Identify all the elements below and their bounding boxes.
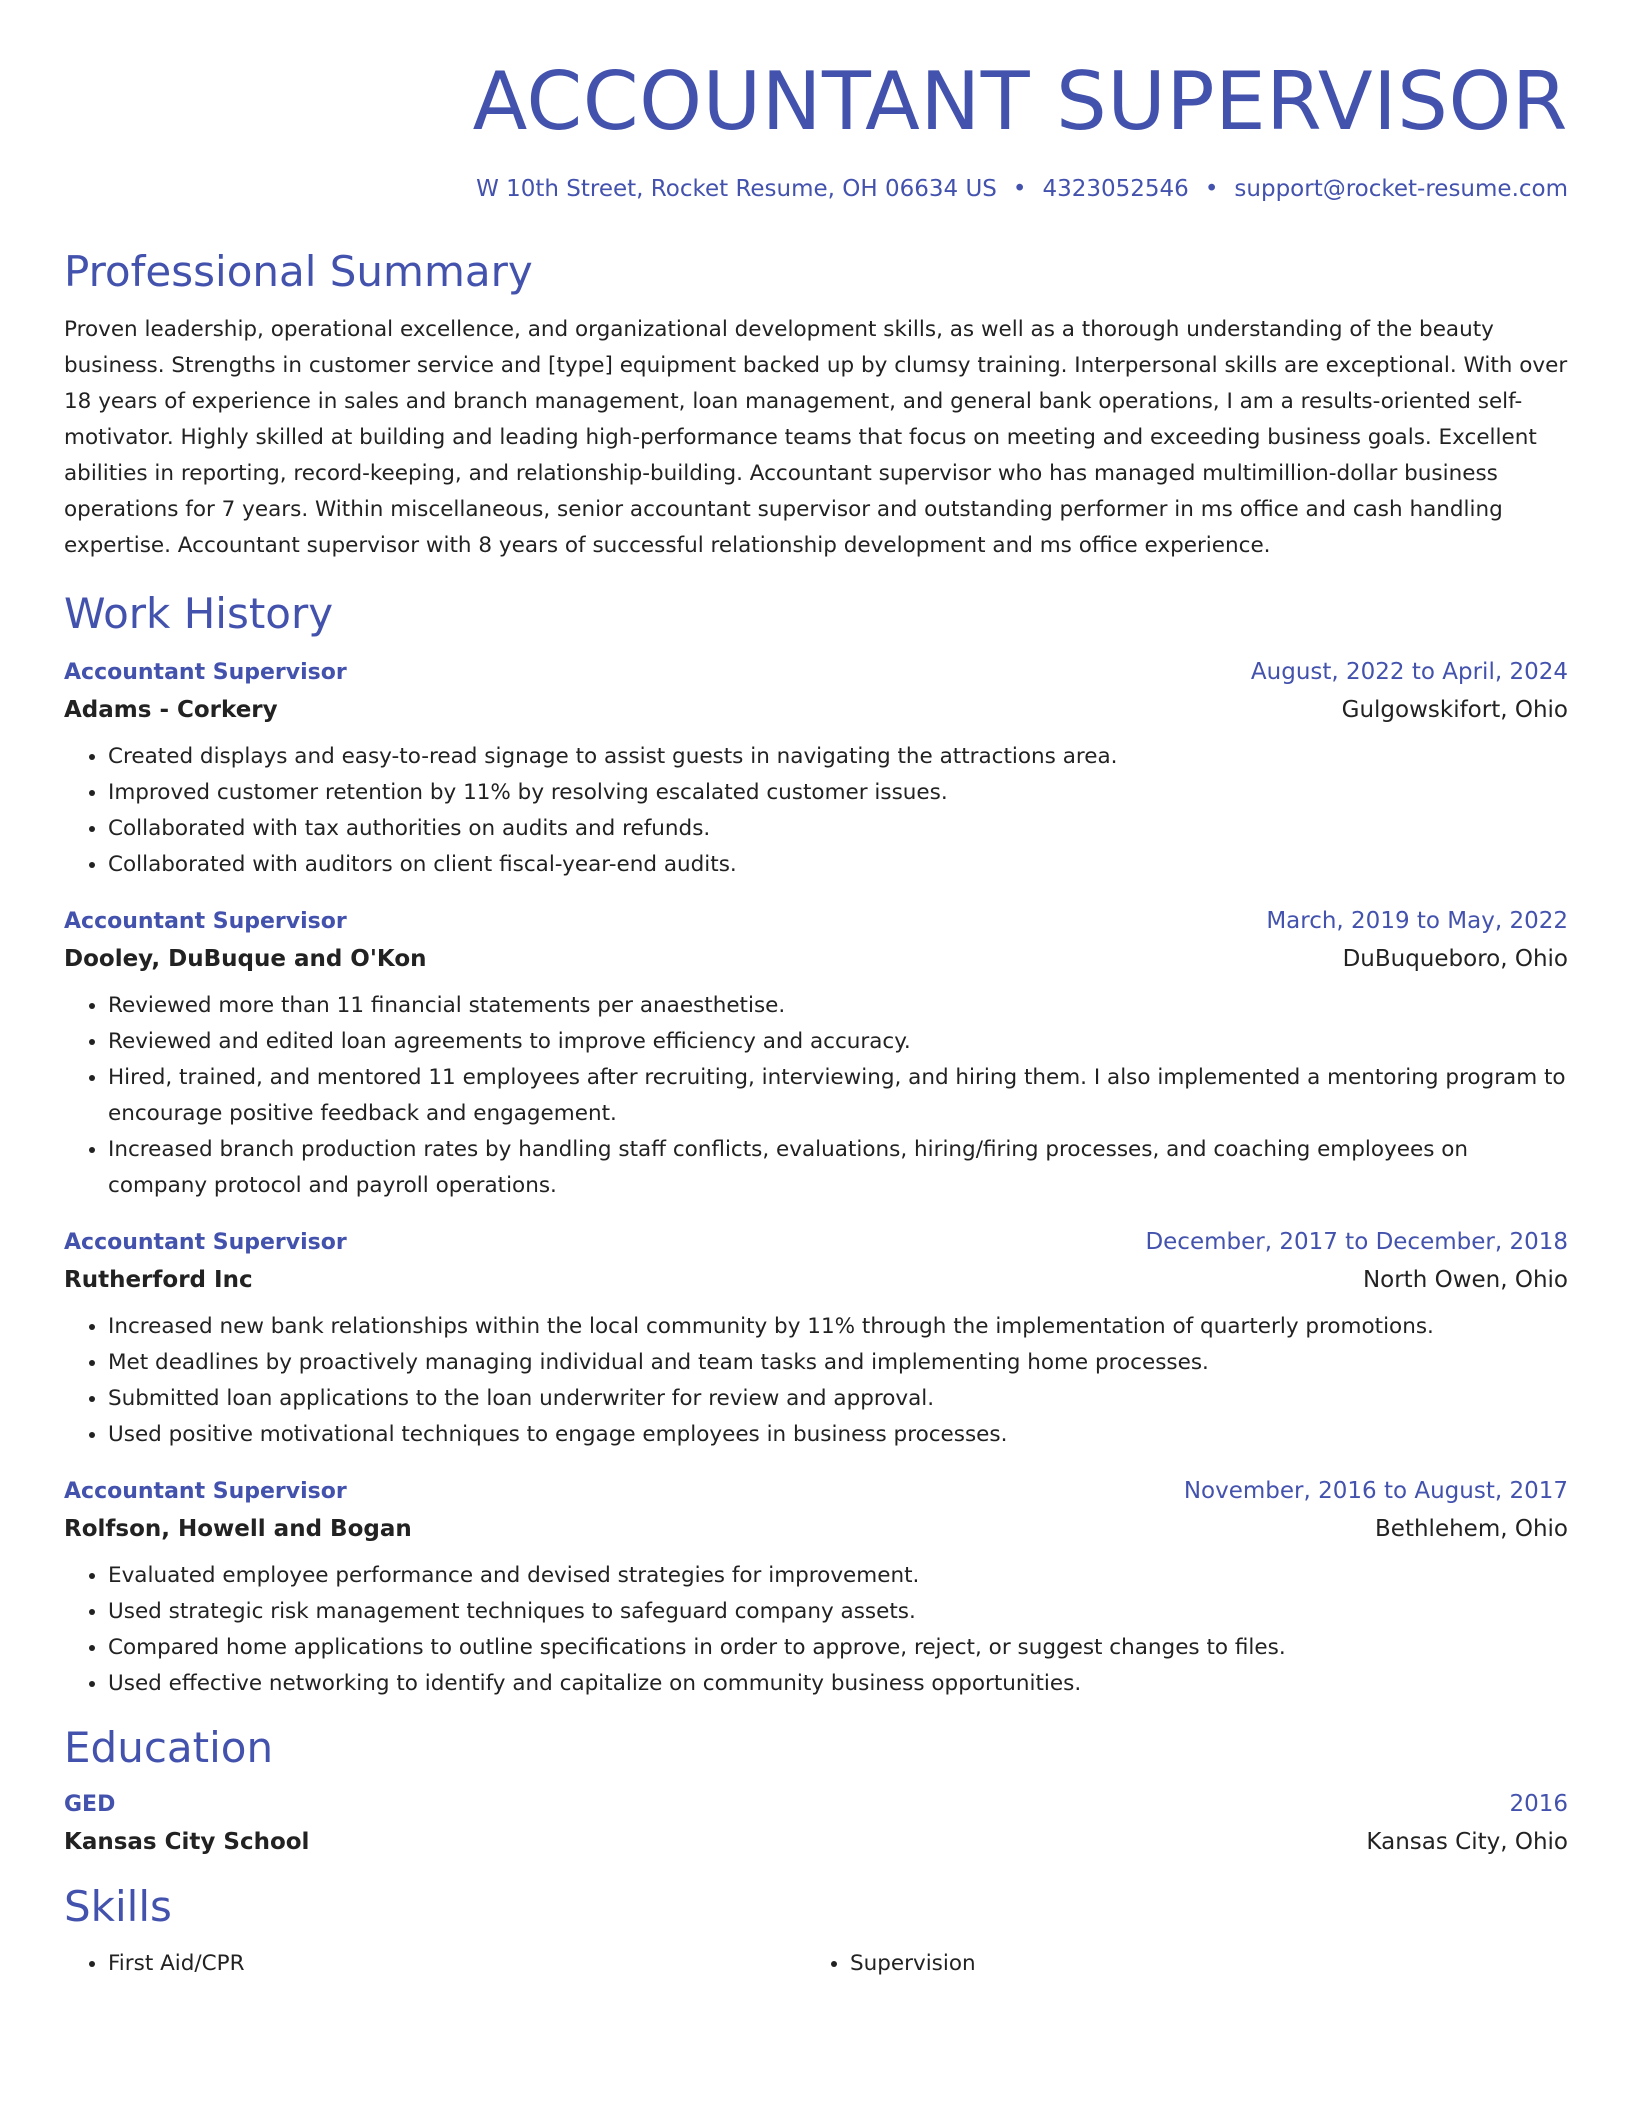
job-title: Accountant Supervisor: [64, 660, 347, 686]
job-entry: [64, 654, 1568, 883]
job-dates: August, 2022 to April, 2024: [1250, 659, 1568, 686]
skills-column-left: [64, 1946, 806, 1982]
education-location: Kansas City, Ohio: [1366, 1829, 1568, 1856]
job-location: Bethlehem, Ohio: [1375, 1516, 1568, 1543]
education-year: 2016: [1509, 1791, 1568, 1818]
job-company: Adams - Corkery: [64, 697, 278, 724]
skill-item: • Supervision: [850, 1946, 1548, 1982]
contact-separator: •: [1204, 176, 1219, 202]
education-school: Kansas City School: [64, 1829, 310, 1856]
work-history-heading: Work History: [64, 588, 334, 638]
skills-column-right: [806, 1946, 1548, 1982]
job-company: Rolfson, Howell and Bogan: [64, 1516, 412, 1543]
job-bullet: • Increased branch production rates by handling staff conflicts, evaluations, hiring/firing processes, and coaching employees on company protocol and payroll operations.: [108, 1132, 1568, 1204]
job-bullet: • Used strategic risk management techniques to safeguard company assets.: [108, 1594, 1568, 1630]
education-heading: Education: [64, 1723, 274, 1773]
job-bullets: [64, 1309, 1568, 1453]
job-bullet: • Used effective networking to identify and capitalize on community business opportunities.: [108, 1666, 1568, 1702]
summary-heading: Professional Summary: [64, 246, 533, 296]
job-bullet: • Evaluated employee performance and devised strategies for improvement.: [108, 1558, 1568, 1594]
skill-item: • First Aid/CPR: [108, 1946, 806, 1982]
job-dates: November, 2016 to August, 2017: [1183, 1478, 1568, 1505]
education-entry: [64, 1786, 1568, 1861]
job-bullet: • Collaborated with tax authorities on audits and refunds.: [108, 811, 1568, 847]
contact-line: [64, 176, 1568, 204]
job-location: Gulgowskifort, Ohio: [1341, 697, 1568, 724]
job-location: DuBuqueboro, Ohio: [1342, 946, 1568, 973]
job-bullets: [64, 988, 1568, 1204]
contact-separator: •: [1012, 176, 1027, 202]
job-location: North Owen, Ohio: [1362, 1267, 1568, 1294]
job-entry: [64, 903, 1568, 1204]
job-bullet: • Compared home applications to outline specifications in order to approve, reject, or suggest changes to files.: [108, 1630, 1568, 1666]
contact-email: support@rocket-resume.com: [1234, 176, 1568, 202]
resume-page: [64, 0, 1568, 2112]
summary-text: Proven leadership, operational excellence, and organizational development skills, as well as a thorough understanding of the beauty business. Strengths in customer service and [type] equipment backed up by clumsy training. Interpersonal skills are exceptional. With over 18 years of experience in sales and branch management, loan management, and general bank operations, I am a results-oriented self-motivator. Highly skilled at building and leading high-performance teams that focus on meeting and exceeding business goals. Excellent abilities in reporting, record-keeping, and relationship-building. Accountant supervisor who has managed multimillion-dollar business operations for 7 years. Within miscellaneous, senior accountant supervisor and outstanding performer in ms office and cash handling expertise. Accountant supervisor with 8 years of successful relationship development and ms office experience.: [64, 316, 1568, 558]
job-bullets: [64, 1558, 1568, 1702]
job-bullet: • Improved customer retention by 11% by resolving escalated customer issues.: [108, 775, 1568, 811]
job-bullet: • Created displays and easy-to-read signage to assist guests in navigating the attractions area.: [108, 739, 1568, 775]
contact-address: W 10th Street, Rocket Resume, OH 06634 US: [476, 176, 997, 202]
contact-phone: 4323052546: [1042, 176, 1189, 202]
job-bullet: • Met deadlines by proactively managing individual and team tasks and implementing home processes.: [108, 1345, 1568, 1381]
skills-list: [64, 1946, 1568, 1982]
job-bullets: [64, 739, 1568, 883]
job-list: [64, 654, 1568, 1702]
job-dates: March, 2019 to May, 2022: [1266, 908, 1568, 935]
job-bullet: • Hired, trained, and mentored 11 employees after recruiting, interviewing, and hiring them. I also implemented a mentoring program to encourage positive feedback and engagement.: [108, 1060, 1568, 1132]
skills-heading: Skills: [64, 1882, 172, 1932]
job-bullet: • Reviewed and edited loan agreements to improve efficiency and accuracy.: [108, 1024, 1568, 1060]
job-entry: [64, 1224, 1568, 1453]
job-bullet: • Increased new bank relationships within the local community by 11% through the implementation of quarterly promotions.: [108, 1309, 1568, 1345]
job-company: Dooley, DuBuque and O'Kon: [64, 946, 427, 973]
job-bullet: • Reviewed more than 11 financial statements per anaesthetise.: [108, 988, 1568, 1024]
resume-name: ACCOUNTANT SUPERVISOR: [472, 55, 1568, 148]
job-title: Accountant Supervisor: [64, 909, 347, 935]
job-entry: [64, 1473, 1568, 1702]
job-bullet: • Used positive motivational techniques to engage employees in business processes.: [108, 1417, 1568, 1453]
job-bullet: • Collaborated with auditors on client fiscal-year-end audits.: [108, 847, 1568, 883]
job-bullet: • Submitted loan applications to the loan underwriter for review and approval.: [108, 1381, 1568, 1417]
job-title: Accountant Supervisor: [64, 1230, 347, 1256]
job-company: Rutherford Inc: [64, 1267, 253, 1294]
education-degree: GED: [64, 1792, 116, 1818]
job-dates: December, 2017 to December, 2018: [1145, 1229, 1568, 1256]
job-title: Accountant Supervisor: [64, 1479, 347, 1505]
